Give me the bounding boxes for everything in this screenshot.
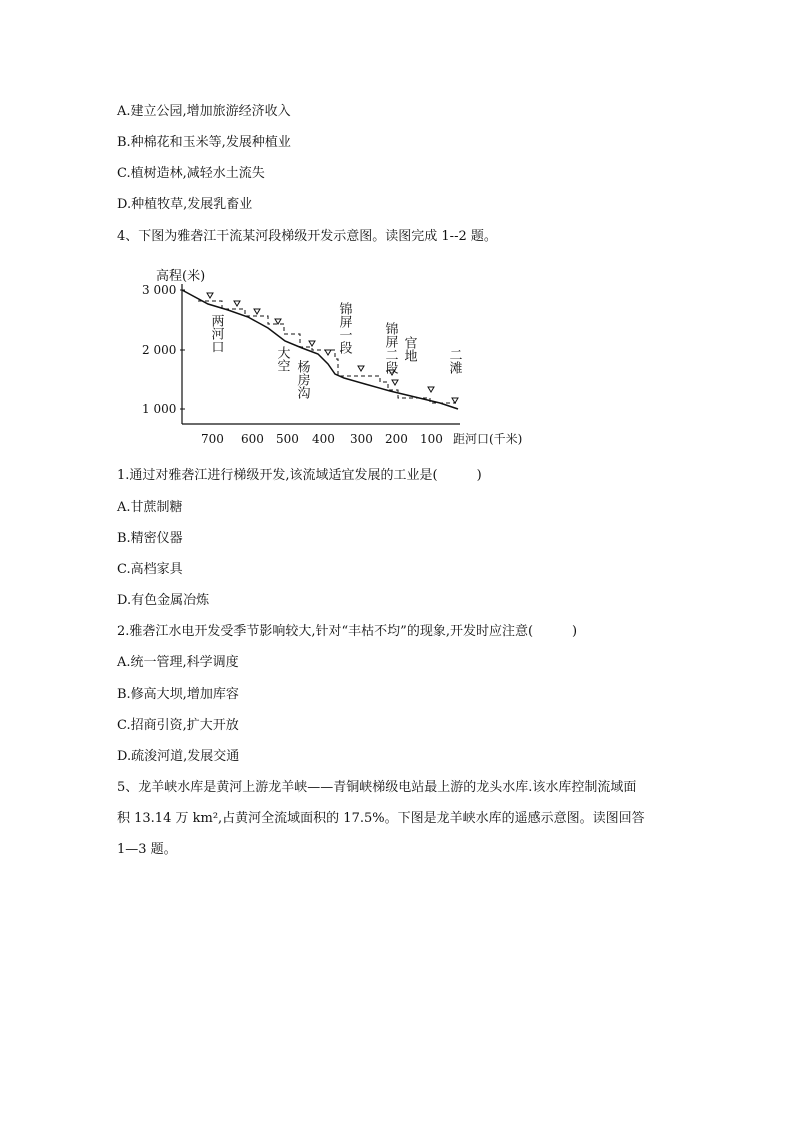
station-label-lianghekou: 两河口 bbox=[208, 314, 224, 353]
dam-marker bbox=[254, 309, 260, 314]
dam-marker bbox=[234, 301, 240, 306]
dam-marker bbox=[392, 380, 398, 385]
reservoir-level-dashed bbox=[198, 301, 456, 403]
q1-option-c: C.高档家具 bbox=[117, 562, 183, 577]
x-tick-label: 300 bbox=[350, 432, 373, 446]
question-5-line-1: 5、龙羊峡水库是黄河上游龙羊峡——青铜峡梯级电站最上游的龙头水库.该水库控制流域面 bbox=[117, 780, 637, 795]
dam-marker bbox=[452, 398, 458, 403]
station-label-yangfanggou: 杨房沟 bbox=[294, 360, 310, 399]
q2-option-b: B.修高大坝,增加库容 bbox=[117, 687, 239, 702]
station-label-jinping-1: 锦屏一段 bbox=[336, 302, 352, 354]
question-5-line-2: 积 13.14 万 km²,占黄河全流域面积的 17.5%。下图是龙羊峡水库的遥感示意图。读图回答 bbox=[117, 811, 645, 826]
station-label-ertan: 二滩 bbox=[446, 348, 462, 374]
dam-marker bbox=[325, 350, 331, 355]
q2-option-a: A.统一管理,科学调度 bbox=[117, 655, 239, 670]
option-d-top: D.种植牧草,发展乳畜业 bbox=[117, 197, 253, 212]
dam-marker bbox=[428, 387, 434, 392]
question-2-stem: 2.雅砻江水电开发受季节影响较大,针对“丰枯不均”的现象,开发时应注意( ) bbox=[117, 624, 578, 639]
dam-marker bbox=[207, 293, 213, 298]
option-b-top: B.种棉花和玉米等,发展种植业 bbox=[117, 135, 291, 150]
station-label-jinping-2: 锦屏二段 bbox=[382, 322, 398, 374]
option-a-top: A.建立公园,增加旅游经济收入 bbox=[117, 104, 291, 119]
station-label-dakong: 大空 bbox=[274, 346, 290, 372]
q2-option-d: D.疏浚河道,发展交通 bbox=[117, 749, 240, 764]
question-1-stem: 1.通过对雅砻江进行梯级开发,该流域适宜发展的工业是( ) bbox=[117, 468, 482, 483]
x-tick-label: 200 bbox=[385, 432, 408, 446]
y-tick-label: 3 000 bbox=[142, 283, 177, 297]
x-tick-label: 100 bbox=[420, 432, 443, 446]
dam-marker bbox=[358, 366, 364, 371]
x-tick-label: 500 bbox=[276, 432, 299, 446]
y-axis-label: 高程(米) bbox=[156, 269, 206, 284]
station-label-guandi: 官地 bbox=[401, 336, 417, 362]
dam-marker bbox=[275, 319, 281, 324]
q1-option-a: A.甘蔗制糖 bbox=[117, 500, 183, 515]
q1-option-b: B.精密仪器 bbox=[117, 531, 183, 546]
cascade-elevation-chart bbox=[142, 262, 550, 452]
question-4-intro: 4、下图为雅砻江干流某河段梯级开发示意图。读图完成 1--2 题。 bbox=[117, 229, 497, 244]
q2-option-c: C.招商引资,扩大开放 bbox=[117, 718, 239, 733]
x-tick-label: 600 bbox=[241, 432, 264, 446]
x-axis-label: 距河口(千米) bbox=[453, 432, 523, 446]
y-tick-label: 2 000 bbox=[142, 343, 177, 357]
q1-option-d: D.有色金属冶炼 bbox=[117, 593, 210, 608]
question-5-line-3: 1—3 题。 bbox=[117, 842, 177, 857]
option-c-top: C.植树造林,减轻水土流失 bbox=[117, 166, 265, 181]
dam-marker bbox=[309, 341, 315, 346]
y-tick-label: 1 000 bbox=[142, 402, 177, 416]
x-tick-label: 400 bbox=[312, 432, 335, 446]
x-tick-label: 700 bbox=[201, 432, 224, 446]
